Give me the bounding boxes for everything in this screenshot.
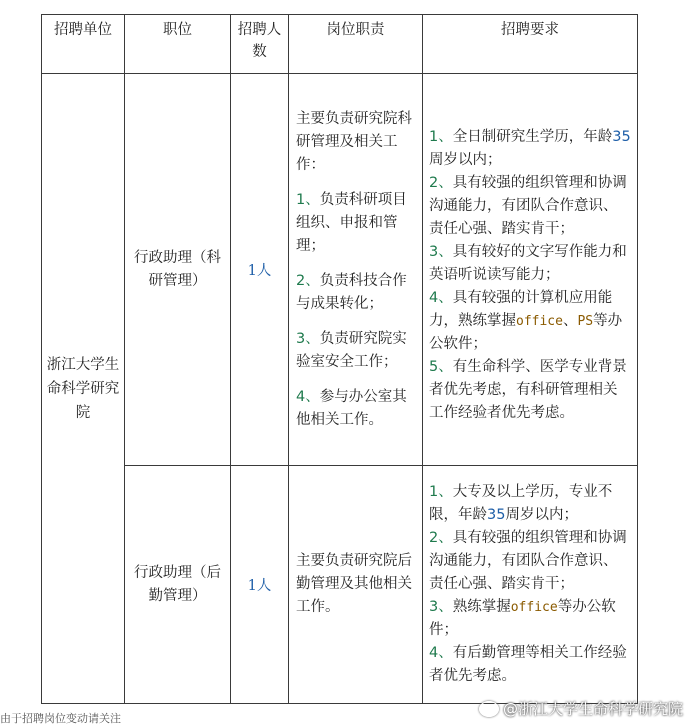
list-item: 2、具有较强的组织管理和协调沟通能力，有团队合作意识、责任心强、踏实肯干； (429, 175, 627, 237)
item-number: 1、 (429, 484, 453, 500)
list-item: 4、具有较强的计算机应用能力，熟练掌握office、PS等办公软件； (429, 290, 623, 352)
item-number: 2、 (296, 272, 320, 289)
duties-list (296, 550, 416, 619)
header-count: 招聘人数 (231, 15, 289, 74)
item-number: 1、 (429, 129, 453, 145)
footnote: 由于招聘岗位变动请关注 (0, 712, 121, 725)
header-position: 职位 (125, 15, 231, 74)
header-requirements: 招聘要求 (423, 15, 638, 74)
unit-cell: 浙江大学生命科学研究院 (42, 74, 125, 704)
list-item: 4、参与办公室其他相关工作。 (296, 388, 407, 428)
header-duties: 岗位职责 (289, 15, 423, 74)
latin-term: PS (577, 314, 594, 329)
list-item: 5、有生命科学、医学专业背景者优先考虑，有科研管理相关工作经验者优先考虑。 (429, 359, 627, 421)
list-item: 2、具有较强的组织管理和协调沟通能力，有团队合作意识、责任心强、踏实肯干； (429, 530, 627, 592)
position-cell: 行政助理（科研管理） (125, 74, 231, 466)
requirements-cell (423, 466, 638, 704)
count-value: 1人 (247, 263, 272, 279)
list-item: 3、熟练掌握office等办公软件； (429, 599, 616, 638)
item-number: 2、 (429, 530, 453, 546)
list-item: 3、具有较好的文字写作能力和英语听说读写能力； (429, 244, 627, 283)
item-number: 3、 (296, 330, 320, 347)
item-number: 5、 (429, 359, 453, 375)
count-cell (231, 466, 289, 704)
header-row (42, 15, 638, 74)
weibo-icon (479, 701, 499, 717)
duties-cell (289, 74, 423, 466)
list-item: 主要负责研究院科研管理及相关工作： (296, 110, 412, 173)
list-item: 1、大专及以上学历，专业不限，年龄35周岁以内； (429, 484, 613, 523)
latin-term: office (516, 314, 563, 329)
latin-term: office (510, 600, 558, 615)
list-item: 1、全日制研究生学历，年龄35周岁以内； (429, 129, 631, 168)
duties-list (296, 108, 416, 432)
count-cell (231, 74, 289, 466)
item-number: 3、 (429, 244, 453, 260)
list-item: 3、负责研究院实验室安全工作； (296, 330, 407, 370)
list-item: 4、有后勤管理等相关工作经验者优先考虑。 (429, 645, 627, 684)
item-number: 4、 (429, 645, 453, 661)
list-item: 1、负责科研项目组织、申报和管理； (296, 191, 407, 254)
digit-text: 35 (487, 507, 506, 523)
table-row (42, 466, 638, 704)
list-item: 2、负责科技合作与成果转化； (296, 272, 407, 312)
item-number: 1、 (296, 191, 320, 208)
recruitment-table (41, 14, 638, 704)
watermark-text: @浙江大学生命科学研究院 (502, 700, 683, 718)
position-cell: 行政助理（后勤管理） (125, 466, 231, 704)
item-number: 4、 (296, 388, 320, 405)
count-value: 1人 (247, 578, 272, 594)
item-number: 4、 (429, 290, 453, 306)
requirements-cell (423, 74, 638, 466)
table-row (42, 74, 638, 466)
digit-text: 35 (612, 129, 631, 145)
requirements-list (429, 114, 631, 425)
list-item: 主要负责研究院后勤管理及其他相关工作。 (296, 553, 412, 615)
duties-cell (289, 466, 423, 704)
header-unit: 招聘单位 (42, 15, 125, 74)
watermark (479, 698, 683, 719)
item-number: 2、 (429, 175, 453, 191)
requirements-list (429, 481, 631, 688)
item-number: 3、 (429, 599, 453, 615)
